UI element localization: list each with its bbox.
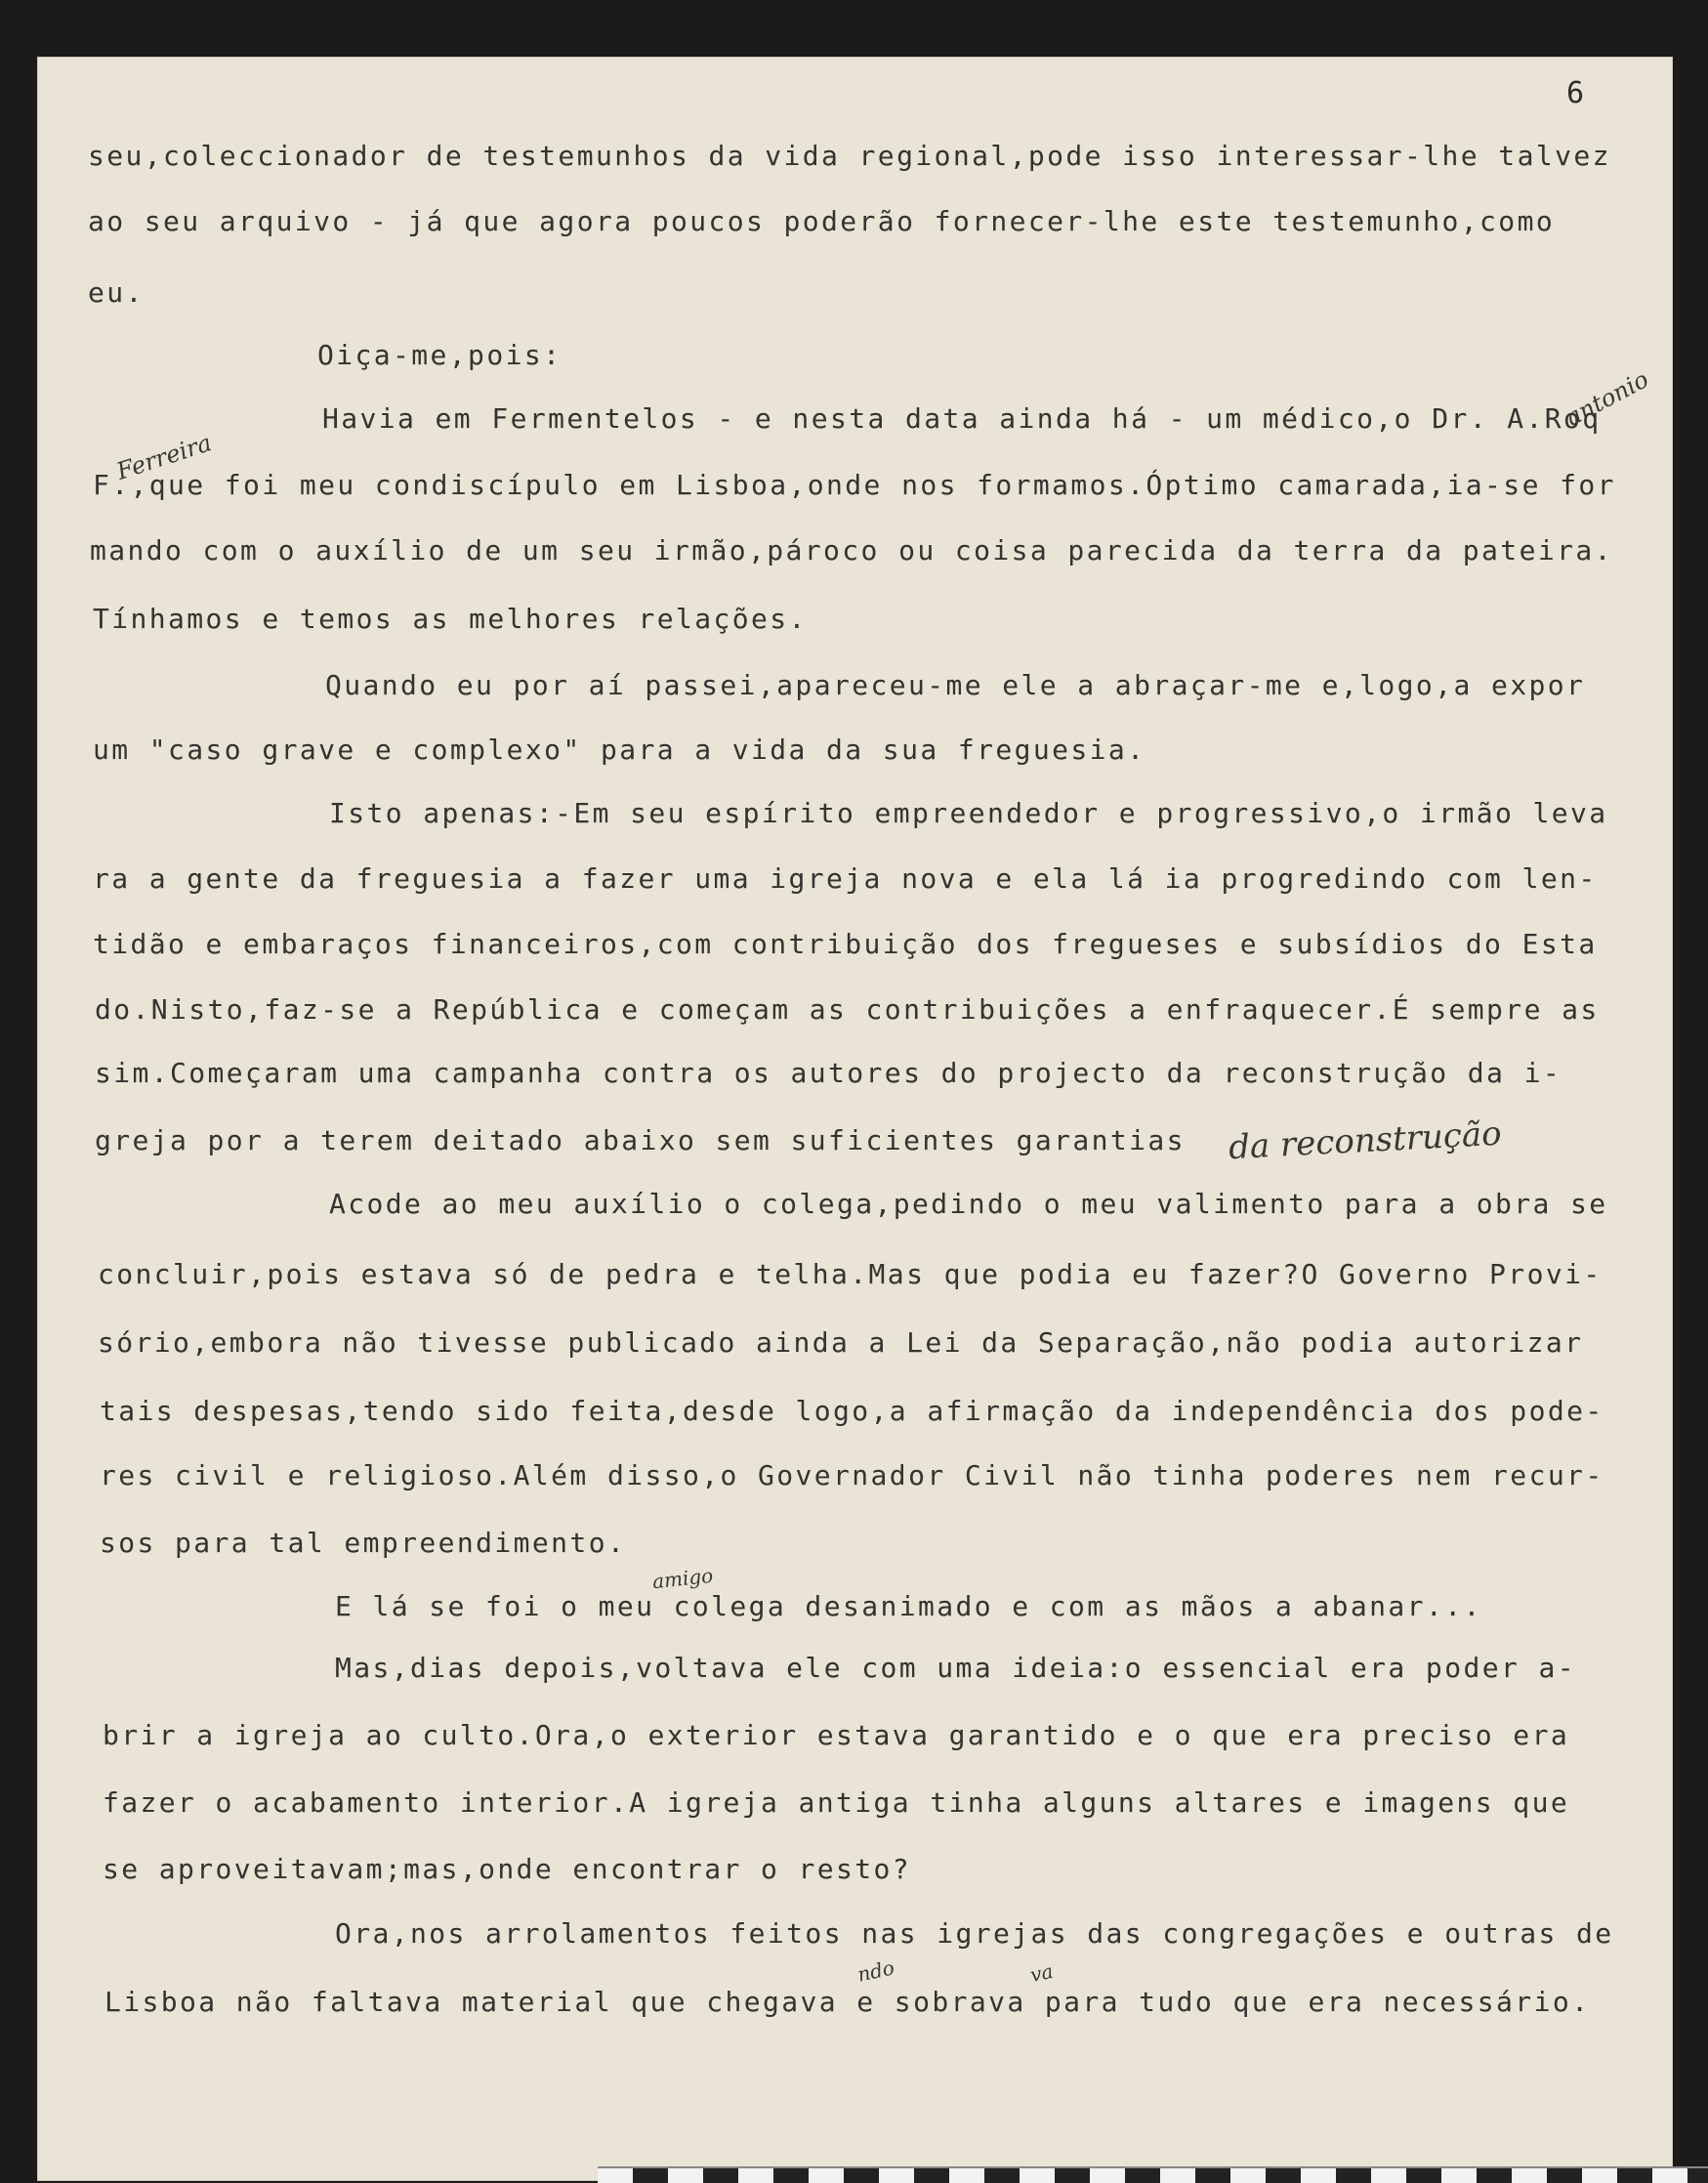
handwritten-annotation: Ferreira	[113, 429, 216, 485]
text-line: brir a igreja ao culto.Ora,o exterior estava garantido e o que era preciso era	[103, 1719, 1570, 1751]
text-line: Quando eu por aí passei,apareceu-me ele a abraçar-me e,logo,a expor	[325, 669, 1586, 701]
handwritten-annotation: antonio	[1561, 365, 1653, 432]
text-line: tidão e embaraços financeiros,com contribuição dos fregueses e subsídios do Esta	[93, 928, 1598, 960]
handwritten-annotation: amigo	[650, 1563, 715, 1594]
text-line: res civil e religioso.Além disso,o Governador Civil não tinha poderes nem recur-	[100, 1459, 1604, 1491]
text-line: Acode ao meu auxílio o colega,pedindo o meu valimento para a obra se	[329, 1188, 1608, 1220]
text-line: sos para tal empreendimento.	[100, 1527, 627, 1559]
text-line: sim.Começaram uma campanha contra os autores do projecto da reconstrução da i-	[95, 1057, 1562, 1089]
handwritten-annotation: da reconstrução	[1228, 1113, 1503, 1168]
text-line: concluir,pois estava só de pedra e telha.Mas que podia eu fazer?O Governo Provi-	[98, 1258, 1603, 1290]
text-line: Tínhamos e temos as melhores relações.	[93, 603, 808, 635]
text-line: Mas,dias depois,voltava ele com uma ideia:o essencial era poder a-	[335, 1652, 1576, 1684]
text-line: Lisboa não faltava material que chegava e sobrava para tudo que era necessário.	[104, 1986, 1591, 2018]
text-line: tais despesas,tendo sido feita,desde logo,a afirmação da independência dos pode-	[100, 1395, 1604, 1427]
scale-ruler	[598, 2166, 1708, 2183]
text-line: greja por a terem deitado abaixo sem suficientes garantias	[95, 1124, 1186, 1156]
text-line: mando com o auxílio de um seu irmão,pároco ou coisa parecida da terra da pateira.	[90, 534, 1613, 567]
text-line: Oiça-me,pois:	[317, 339, 562, 371]
text-line: F.,que foi meu condiscípulo em Lisboa,onde nos formamos.Óptimo camarada,ia-se for	[93, 469, 1616, 501]
text-line: sório,embora não tivesse publicado ainda a Lei da Separação,não podia autorizar	[98, 1326, 1584, 1359]
text-line: Ora,nos arrolamentos feitos nas igrejas das congregações e outras de	[335, 1917, 1614, 1950]
handwritten-annotation: va	[1027, 1958, 1056, 1988]
text-line: se aproveitavam;mas,onde encontrar o resto?	[103, 1853, 912, 1885]
text-line: E lá se foi o meu colega desanimado e com as mãos a abanar...	[335, 1590, 1482, 1622]
text-line: ao seu arquivo - já que agora poucos poderão fornecer-lhe este testemunho,como	[88, 205, 1556, 237]
text-line: ra a gente da freguesia a fazer uma igreja nova e ela lá ia progredindo com len-	[93, 862, 1598, 895]
text-line: um "caso grave e complexo" para a vida da sua freguesia.	[93, 734, 1146, 766]
text-line: fazer o acabamento interior.A igreja antiga tinha alguns altares e imagens que	[103, 1786, 1570, 1819]
text-line: Isto apenas:-Em seu espírito empreendedor e progressivo,o irmão leva	[329, 797, 1608, 829]
text-line: do.Nisto,faz-se a República e começam as contribuições a enfraquecer.É sempre as	[95, 993, 1600, 1026]
text-line: eu.	[88, 276, 145, 309]
handwritten-annotation: ndo	[854, 1955, 896, 1987]
text-line: Havia em Fermentelos - e nesta data ainda há - um médico,o Dr. A.Roq	[322, 402, 1602, 435]
text-line: seu,coleccionador de testemunhos da vida regional,pode isso interessar-lhe talvez	[88, 140, 1611, 172]
page-number: 6	[1566, 76, 1585, 110]
